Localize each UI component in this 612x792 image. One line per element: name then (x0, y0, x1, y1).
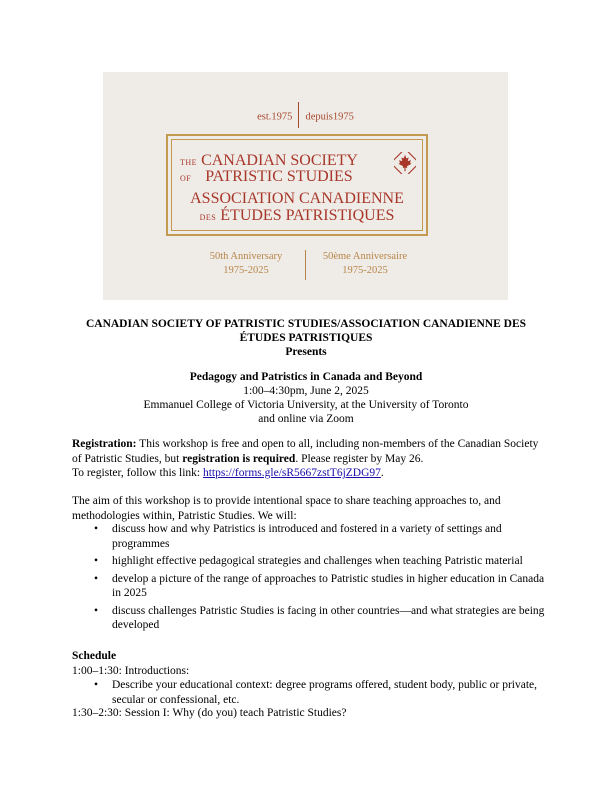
event-venue: Emmanuel College of Victoria University, at the University of Toronto (143, 399, 469, 411)
event-time: 1:00–4:30pm, June 2, 2025 (243, 385, 369, 397)
logo-french-line-1: ASSOCIATION CANADIENNE (190, 190, 404, 207)
anniversary-english: 50th Anniversary 1975-2025 (209, 251, 283, 276)
est-english: est.1975 (257, 111, 293, 123)
list-item: • highlight effective pedagogical strategies and challenges when teaching Patristic material (112, 554, 552, 569)
registration-link[interactable]: https://forms.gle/sR5667zstT6jZDG97 (202, 467, 381, 479)
schedule-item-2: 1:30–2:30: Session I: Why (do you) teach Patristic Studies? (72, 707, 347, 719)
aim-paragraph: The aim of this workshop is to provide intentional space to share teaching approaches to, and methodologies within, Patristic Studies. We will: (72, 495, 501, 522)
aim-list (92, 522, 552, 636)
registration-paragraph: Registration: This workshop is free and open to all, including non-members of the Canadian Society of Patristic Studies, but registration is required. Please register by May 26. To register, follow this link: https://forms.gle/sR5667zstT6jZDG97. (72, 438, 539, 479)
event-title: Pedagogy and Patristics in Canada and Beyond (189, 371, 423, 383)
event-online: and online via Zoom (258, 413, 354, 425)
maple-leaf-icon (394, 152, 416, 174)
event-details (60, 370, 552, 426)
logo-frame: THE CANADIAN SOCIETY OF PATRISTIC STUDIES ASSOCIATION CANADIENNE DES ÉTUDES PATRISTIQUES (166, 134, 428, 236)
organization-heading: CANADIAN SOCIETY OF PATRISTIC STUDIES/ASSOCIATION CANADIENNE DES ÉTUDES PATRISTIQUES Presents (60, 317, 552, 359)
anniversary-block (103, 250, 508, 280)
est-french: depuis1975 (305, 111, 354, 123)
established-line (103, 104, 508, 130)
schedule-section (72, 649, 542, 678)
logo-french-line-2: DES ÉTUDES PATRISTIQUES (199, 207, 395, 224)
registration-required: registration is required (182, 452, 296, 465)
list-item: • Describe your educational context: degree programs offered, student body, public or private, secular or confessional, etc. (112, 678, 552, 707)
presents-label: Presents (285, 346, 327, 358)
list-item: • discuss how and why Patristics is introduced and fostered in a variety of settings and programmes (112, 522, 552, 551)
registration-label: Registration: (72, 438, 137, 450)
list-item: • discuss challenges Patristic Studies is facing in other countries—and what strategies are being developed (112, 604, 552, 633)
schedule-item-1: 1:00–1:30: Introductions: (72, 664, 190, 677)
society-logo (103, 72, 508, 300)
list-item: • develop a picture of the range of approaches to Patristic studies in higher education in Canada in 2025 (112, 572, 552, 601)
anniversary-french: 50ème Anniversaire 1975-2025 (322, 251, 408, 276)
schedule-title: Schedule (72, 650, 117, 662)
